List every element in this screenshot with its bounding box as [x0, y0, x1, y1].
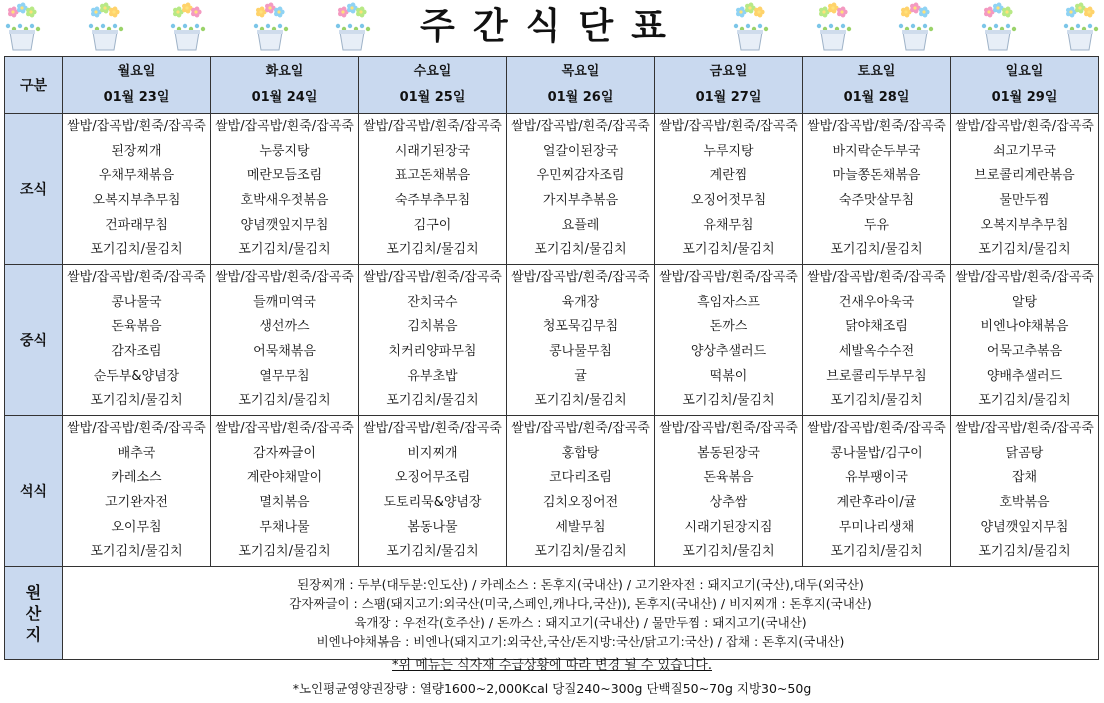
page-title: 주간식단표 — [420, 6, 684, 47]
menu-item: 코다리조림 — [549, 470, 612, 486]
menu-item: 호박볶음 — [999, 495, 1050, 510]
menu-cell — [951, 114, 1099, 265]
menu-item: 포기김치/물김치 — [90, 544, 183, 560]
menu-item: 배추국 — [117, 445, 156, 461]
menu-item: 잔치국수 — [407, 294, 458, 310]
menu-cell — [507, 416, 655, 567]
menu-item: 두유 — [863, 217, 890, 233]
day-header — [951, 57, 1099, 114]
weekday-label: 월요일 — [117, 64, 156, 79]
nutrition-note: *노인평균영양권장량 : 열량1600~2,000Kcal 당질240~300g 단백질50~70g 지방30~50g — [292, 681, 812, 696]
menu-item: 포기김치/물김치 — [238, 242, 331, 258]
menu-cell — [359, 114, 507, 265]
menu-item: 계란야채말이 — [246, 470, 323, 486]
menu-cell — [211, 416, 359, 567]
menu-item: 육개장 — [561, 294, 600, 310]
menu-item: 알탕 — [1011, 294, 1038, 310]
menu-item: 계란후라이/귤 — [836, 495, 917, 510]
notes — [0, 655, 1104, 701]
menu-item: 돈육볶음 — [111, 319, 162, 335]
menu-item: 김치볶음 — [407, 319, 458, 335]
menu-item: 시래기된장국 — [394, 143, 471, 159]
menu-cell — [211, 265, 359, 416]
menu-item: 오징어젓무침 — [690, 193, 767, 208]
date-label: 01월 23일 — [103, 90, 170, 105]
menu-item: 무채나물 — [259, 519, 310, 535]
menu-item: 쌀밥/잡곡밥/흰죽/잡곡죽 — [511, 421, 650, 437]
menu-cell — [655, 265, 803, 416]
menu-cell — [63, 416, 211, 567]
menu-item: 닭곰탕 — [1005, 445, 1044, 461]
menu-item: 잡채 — [1011, 470, 1038, 486]
menu-item: 열무무침 — [259, 368, 310, 384]
day-header — [211, 57, 359, 114]
day-header — [507, 57, 655, 114]
menu-item: 우채무채볶음 — [98, 168, 175, 184]
menu-item: 유부팽이국 — [845, 470, 908, 486]
menu-item: 쌀밥/잡곡밥/흰죽/잡곡죽 — [215, 421, 354, 437]
origin-row — [5, 567, 1099, 660]
menu-cell — [951, 265, 1099, 416]
menu-item: 계란찜 — [709, 168, 748, 184]
menu-item: 쌀밥/잡곡밥/흰죽/잡곡죽 — [215, 119, 354, 135]
menu-item: 어묵채볶음 — [253, 344, 316, 359]
origin-label-char: 지 — [25, 624, 42, 644]
menu-item: 포기김치/물김치 — [238, 544, 331, 560]
menu-item: 쌀밥/잡곡밥/흰죽/잡곡죽 — [659, 119, 798, 135]
menu-item: 쌀밥/잡곡밥/흰죽/잡곡죽 — [511, 270, 650, 286]
menu-item: 누루지탕 — [703, 143, 754, 159]
meal-label: 중식 — [5, 265, 63, 416]
menu-item: 쌀밥/잡곡밥/흰죽/잡곡죽 — [363, 270, 502, 286]
menu-cell — [63, 114, 211, 265]
origin-info — [63, 567, 1099, 660]
menu-item: 포기김치/물김치 — [830, 393, 923, 409]
menu-item: 오복지부추무침 — [92, 193, 181, 208]
menu-item: 쌀밥/잡곡밥/흰죽/잡곡죽 — [955, 270, 1094, 286]
menu-cell — [951, 416, 1099, 567]
menu-item: 돈육볶음 — [703, 470, 754, 486]
menu-item: 비엔나야채볶음 — [980, 319, 1069, 335]
weekday-label: 금요일 — [709, 64, 748, 79]
menu-item: 봄동나물 — [407, 519, 458, 535]
menu-item: 양상추샐러드 — [690, 344, 767, 359]
menu-item: 쌀밥/잡곡밥/흰죽/잡곡죽 — [955, 119, 1094, 135]
menu-item: 쇠고기무국 — [993, 143, 1056, 159]
menu-item: 김치오징어전 — [542, 495, 619, 510]
header — [0, 0, 1104, 56]
menu-item: 쌀밥/잡곡밥/흰죽/잡곡죽 — [511, 119, 650, 135]
menu-item: 포기김치/물김치 — [978, 544, 1071, 560]
origin-label — [5, 567, 63, 660]
menu-cell — [359, 265, 507, 416]
menu-cell — [803, 114, 951, 265]
menu-item: 포기김치/물김치 — [682, 544, 775, 560]
menu-item: 쌀밥/잡곡밥/흰죽/잡곡죽 — [67, 119, 206, 135]
weekday-label: 일요일 — [1005, 64, 1044, 79]
menu-item: 쌀밥/잡곡밥/흰죽/잡곡죽 — [363, 421, 502, 437]
menu-cell — [507, 114, 655, 265]
day-header — [803, 57, 951, 114]
menu-item: 가지부추볶음 — [542, 193, 619, 208]
change-notice: *위 메뉴는 식자재 수급상황에 따라 변경 될 수 있습니다. — [392, 658, 712, 673]
menu-item: 오복지부추무침 — [980, 217, 1069, 233]
menu-item: 쌀밥/잡곡밥/흰죽/잡곡죽 — [807, 119, 946, 135]
menu-item: 떡볶이 — [709, 368, 748, 384]
menu-item: 건새우아욱국 — [838, 294, 915, 310]
menu-item: 들깨미역국 — [253, 294, 316, 310]
menu-item: 시래기된장지짐 — [684, 519, 773, 535]
origin-label-char: 원 — [25, 582, 42, 602]
origin-line: 비엔나야채볶음 : 비엔나(돼지고기:외국산,국산/돈지방:국산/닭고기:국산) / 잡채 : 돈후지(국내산) — [316, 634, 845, 649]
menu-item: 어묵고추볶음 — [986, 344, 1063, 359]
menu-item: 우민찌감자조림 — [536, 168, 625, 184]
menu-item: 호박새우젓볶음 — [240, 193, 329, 208]
menu-item: 순두부&양념장 — [93, 368, 180, 384]
date-label: 01월 26일 — [547, 90, 614, 105]
menu-item: 양념깻잎지무침 — [240, 217, 329, 233]
menu-item: 포기김치/물김치 — [386, 242, 479, 258]
menu-item: 쌀밥/잡곡밥/흰죽/잡곡죽 — [659, 270, 798, 286]
meal-row — [5, 416, 1099, 567]
menu-item: 포기김치/물김치 — [534, 544, 627, 560]
menu-item: 포기김치/물김치 — [90, 242, 183, 258]
meal-label: 석식 — [5, 416, 63, 567]
menu-item: 양배추샐러드 — [986, 368, 1063, 384]
menu-cell — [655, 114, 803, 265]
origin-line: 된장찌개 : 두부(대두분:인도산) / 카레소스 : 돈후지(국내산) / 고기완자전 : 돼지고기(국산),대두(외국산) — [297, 577, 864, 592]
menu-item: 쌀밥/잡곡밥/흰죽/잡곡죽 — [215, 270, 354, 286]
menu-item: 귤 — [574, 368, 587, 384]
menu-item: 포기김치/물김치 — [386, 544, 479, 560]
menu-cell — [803, 265, 951, 416]
menu-item: 콩나물국 — [111, 294, 162, 310]
menu-item: 물만두찜 — [999, 193, 1050, 208]
menu-item: 숙주부추무침 — [394, 193, 471, 208]
menu-item: 메란모듬조림 — [246, 168, 323, 184]
menu-item: 포기김치/물김치 — [90, 393, 183, 409]
menu-cell — [63, 265, 211, 416]
menu-cell — [359, 416, 507, 567]
menu-item: 유부초밥 — [407, 368, 458, 384]
menu-item: 멸치볶음 — [259, 495, 310, 510]
menu-item: 포기김치/물김치 — [978, 393, 1071, 409]
day-header — [63, 57, 211, 114]
weekly-menu-table — [4, 56, 1099, 660]
date-label: 01월 24일 — [251, 90, 318, 105]
menu-item: 감자짜글이 — [253, 445, 316, 461]
menu-item: 생선까스 — [259, 319, 310, 335]
menu-item: 닭야채조림 — [845, 319, 908, 335]
menu-item: 카레소스 — [111, 470, 162, 486]
menu-cell — [655, 416, 803, 567]
menu-item: 누룽지탕 — [259, 143, 310, 159]
menu-cell — [803, 416, 951, 567]
menu-item: 콩나물밥/김구이 — [830, 445, 923, 461]
menu-item: 쌀밥/잡곡밥/흰죽/잡곡죽 — [363, 119, 502, 135]
weekday-label: 화요일 — [265, 64, 304, 79]
menu-item: 브로콜리계란볶음 — [974, 168, 1075, 184]
origin-label-char: 산 — [25, 603, 42, 623]
menu-item: 숙주맛살무침 — [838, 193, 915, 208]
menu-item: 포기김치/물김치 — [978, 242, 1071, 258]
menu-item: 바지락순두부국 — [832, 143, 921, 159]
menu-item: 김구이 — [413, 217, 452, 233]
origin-line: 감자짜글이 : 스팸(돼지고기:외국산(미국,스페인,캐나다,국산)), 돈후지(국내산) / 비지찌개 : 돈후지(국내산) — [289, 596, 872, 611]
menu-item: 건파래무침 — [105, 217, 168, 233]
menu-item: 오이무침 — [111, 519, 162, 535]
weekday-label: 토요일 — [857, 64, 896, 79]
menu-item: 치커리양파무침 — [388, 344, 477, 359]
menu-item: 유채무침 — [703, 217, 754, 233]
date-label: 01월 29일 — [991, 90, 1058, 105]
menu-item: 된장찌개 — [111, 143, 162, 159]
weekday-label: 수요일 — [413, 64, 452, 79]
meal-label: 조식 — [5, 114, 63, 265]
date-label: 01월 28일 — [843, 90, 910, 105]
menu-item: 오징어무조림 — [394, 470, 471, 486]
menu-item: 쌀밥/잡곡밥/흰죽/잡곡죽 — [807, 270, 946, 286]
menu-item: 쌀밥/잡곡밥/흰죽/잡곡죽 — [67, 421, 206, 437]
menu-item: 쌀밥/잡곡밥/흰죽/잡곡죽 — [807, 421, 946, 437]
menu-item: 세발무침 — [555, 519, 606, 535]
menu-item: 쌀밥/잡곡밥/흰죽/잡곡죽 — [67, 270, 206, 286]
menu-item: 비지찌개 — [407, 445, 458, 461]
menu-item: 감자조림 — [111, 344, 162, 359]
menu-item: 포기김치/물김치 — [830, 544, 923, 560]
meal-row — [5, 114, 1099, 265]
menu-item: 포기김치/물김치 — [534, 393, 627, 409]
menu-item: 얼갈이된장국 — [542, 143, 619, 159]
corner-label: 구분 — [5, 57, 63, 114]
menu-item: 콩나물무침 — [549, 344, 612, 359]
menu-item: 홍합탕 — [561, 445, 600, 461]
menu-item: 돈까스 — [709, 319, 748, 335]
menu-cell — [507, 265, 655, 416]
day-header — [655, 57, 803, 114]
date-label: 01월 27일 — [695, 90, 762, 105]
menu-item: 포기김치/물김치 — [830, 242, 923, 258]
menu-item: 무미나리생채 — [838, 519, 915, 535]
origin-line: 육개장 : 우전각(호주산) / 돈까스 : 돼지고기(국내산) / 물만두찜 : 돼지고기(국내산) — [354, 615, 807, 630]
menu-item: 포기김치/물김치 — [682, 242, 775, 258]
menu-item: 포기김치/물김치 — [386, 393, 479, 409]
date-label: 01월 25일 — [399, 90, 466, 105]
menu-item: 청포묵김무침 — [542, 319, 619, 335]
menu-item: 마늘쫑돈채볶음 — [832, 168, 921, 184]
day-header — [359, 57, 507, 114]
menu-item: 포기김치/물김치 — [682, 393, 775, 409]
menu-item: 쌀밥/잡곡밥/흰죽/잡곡죽 — [659, 421, 798, 437]
menu-cell — [211, 114, 359, 265]
day-header-row — [5, 57, 1099, 114]
menu-item: 요플레 — [561, 217, 600, 233]
meal-row — [5, 265, 1099, 416]
menu-item: 상추쌈 — [709, 495, 748, 510]
menu-item: 도토리묵&양념장 — [383, 495, 482, 510]
menu-item: 브로콜리두부무침 — [826, 368, 927, 384]
menu-item: 양념깻잎지무침 — [980, 519, 1069, 535]
weekday-label: 목요일 — [561, 64, 600, 79]
menu-item: 흑임자스프 — [697, 294, 760, 310]
menu-item: 포기김치/물김치 — [238, 393, 331, 409]
menu-item: 쌀밥/잡곡밥/흰죽/잡곡죽 — [955, 421, 1094, 437]
menu-item: 고기완자전 — [105, 495, 168, 510]
menu-item: 표고돈채볶음 — [394, 168, 471, 184]
menu-item: 봄동된장국 — [697, 445, 760, 461]
menu-item: 세발옥수수전 — [838, 344, 915, 359]
menu-item: 포기김치/물김치 — [534, 242, 627, 258]
